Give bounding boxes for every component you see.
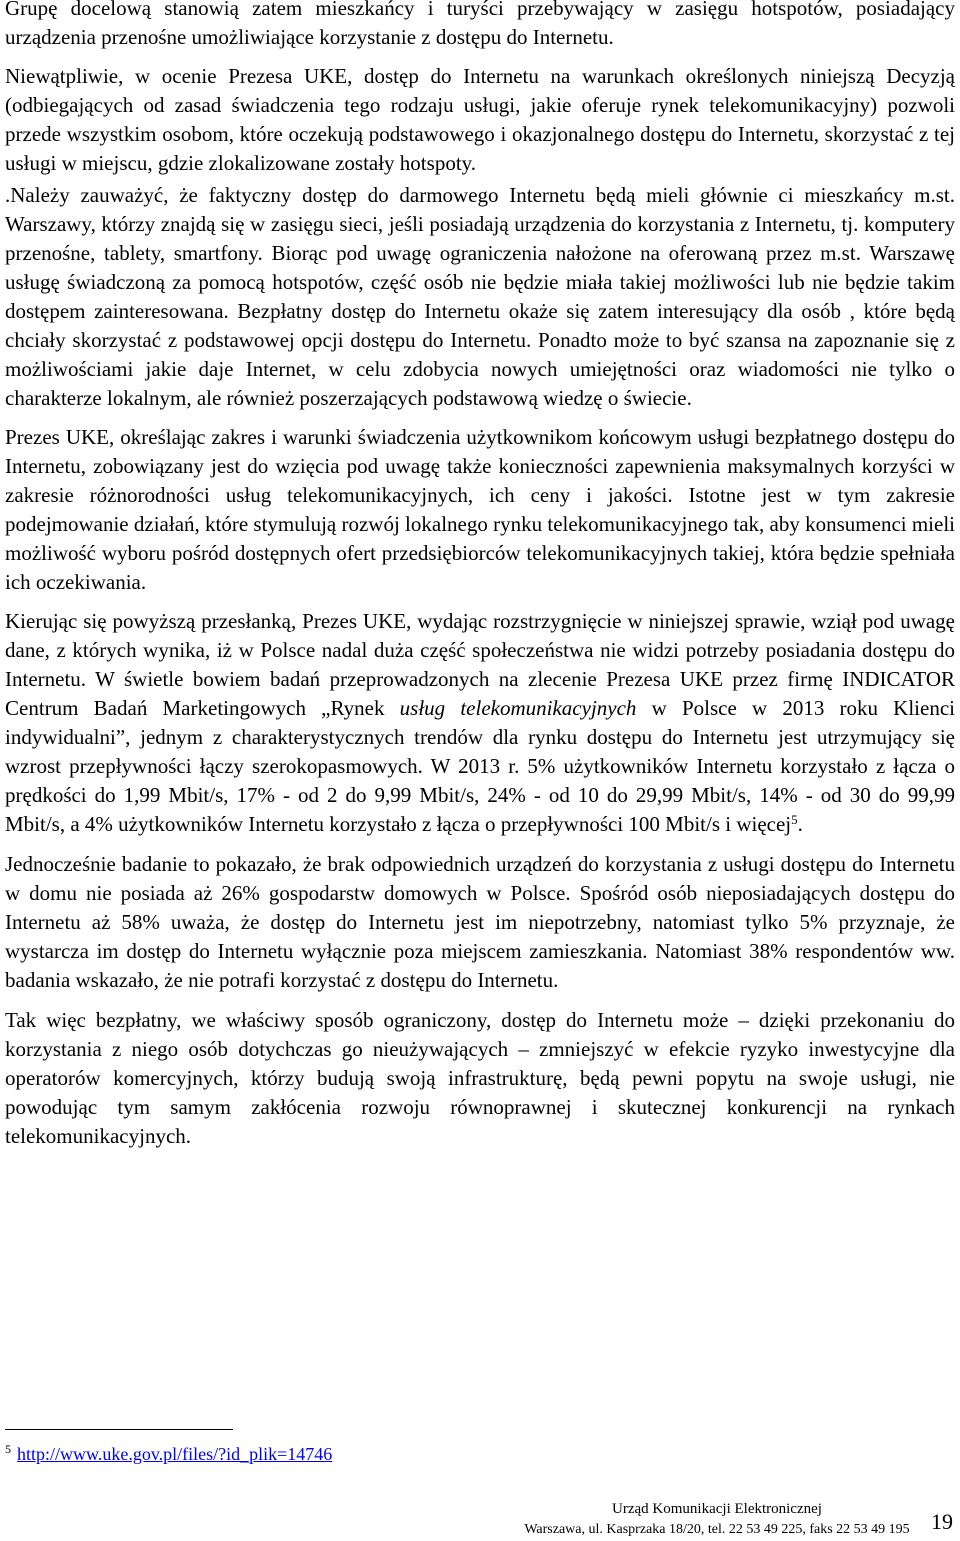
footnote-reference[interactable]: 5 [791,812,798,827]
paragraph-uke-assessment: Niewątpliwie, w ocenie Prezesa UKE, dostęp do Internetu na warunkach określonych niniejszą Decyzją (odbiegających od zasad świadczenia tego rodzaju usługi, jakie oferuje rynek telekomunikacyjny) pozwoli przede wszystkim osobom, które oczekują podstawowego i okazjonalnego dostępu do Internetu, skorzystać z tej usługi w miejscu, gdzie zlokalizowane zostały hotspoty. [5,64,955,175]
footnote-link[interactable]: http://www.uke.gov.pl/files/?id_plik=14746 [17,1444,333,1464]
paragraph-market-research-text-2: w Polsce w 2013 roku Klienci indywidualni”, jednym z charakterystycznych trendów dla rynku dostępu do Internetu jest utrzymujący się wzrost przepływności łączy szerokopasmowych. W 2013 r. 5% użytkowników Internetu korzystało z łącza o prędkości do 1,99 Mbit/s, 17% - od 2 do 9,99 Mbit/s, 24% - od 10 do 29,99 Mbit/s, 14% - od 30 do 99,99 Mbit/s, a 4% użytkowników Internetu korzystało z łącza o przepływności 100 Mbit/s i więcej [5,696,955,836]
paragraph-market-research-end: . [797,812,803,836]
paragraph-market-research [5,607,955,839]
paragraph-market-research-italic: usług telekomunikacyjnych [399,696,637,720]
footer-address: Warszawa, ul. Kasprzaka 18/20, tel. 22 53 49 225, faks 22 53 49 195 [524,1522,910,1537]
document-body [5,0,955,1151]
paragraph-free-internet-access: .Należy zauważyć, że faktyczny dostęp do darmowego Internetu będą mieli głównie ci mieszkańcy m.st. Warszawy, którzy znajdą się w zasięgu sieci, jeśli posiadają urządzenia do korzystania z Internetu, tj. komputery przenośne, tablety, smartfony. Biorąc pod uwagę ograniczenia nałożone na oferowaną przez m.st. Warszawę usługę świadczoną za pomocą hotspotów, część osób nie będzie miała takiej możliwości lub nie będzie takim dostępem zainteresowana. Bezpłatny dostęp do Internetu okaże się zatem interesujący dla osób , które będą chciały skorzystać z podstawowej opcji dostępu do Internetu. Ponadto może to być szansa na zapoznanie się z możliwościami jakie daje Internet, w celu zdobycia nowych umiejętności oraz wiadomości nie tylko o charakterze lokalnym, ale również poszerzających podstawową wiedzę o świecie. [5,183,955,410]
paragraph-target-group: Grupę docelową stanowią zatem mieszkańcy i turyści przebywający w zasięgu hotspotów, posiadający urządzenia przenośne umożliwiające korzystanie z dostępu do Internetu. [5,0,955,49]
footnote-separator [5,1429,233,1430]
paragraph-market-research-text-1: Kierując się powyższą przesłanką, Prezes UKE, wydając rozstrzygnięcie w niniejszej sprawie, wziął pod uwagę dane, z których wynika, iż w Polsce nadal duża część społeczeństwa nie widzi potrzeby posiadania dostępu do Internetu. W świetle bowiem badań przeprowadzonych na zlecenie Prezesa UKE przez firmę INDICATOR Centrum Badań Marketingowych „Rynek [5,609,955,720]
page-number: 19 [931,1509,953,1534]
paragraph-survey-results: Jednocześnie badanie to pokazało, że brak odpowiednich urządzeń do korzystania z usługi dostępu do Internetu w domu nie posiada aż 26% gospodarstw domowych w Polsce. Spośród osób nieposiadających dostępu do Internetu aż 58% uważa, że dostęp do Internetu jest im niepotrzebny, natomiast tylko 5% przyznaje, że wystarcza im dostęp do Internetu wyłącznie poza miejscem zamieszkania. Natomiast 38% respondentów ww. badania wskazało, że nie potrafi korzystać z dostępu do Internetu. [5,852,955,992]
paragraph-conclusion: Tak więc bezpłatny, we właściwy sposób ograniczony, dostęp do Internetu może – dzięki przekonaniu do korzystania z niego osób dotychczas go nieużywających – zmniejszyć w efekcie ryzyko inwestycyjne dla operatorów komercyjnych, którzy budują swoją infrastrukturę, będą pewni popytu na swoje usługi, nie powodując tym samym zakłócenia rozwoju równoprawnej i skutecznej konkurencji na rynkach telekomunikacyjnych. [5,1008,955,1148]
paragraph-scope-and-conditions: Prezes UKE, określając zakres i warunki świadczenia użytkownikom końcowym usługi bezpłatnego dostępu do Internetu, zobowiązany jest do wzięcia pod uwagę także konieczności zapewnienia maksymalnych korzyści w zakresie różnorodności usług telekomunikacyjnych, ich ceny i jakości. Istotne jest w tym zakresie podejmowanie działań, które stymulują rozwój lokalnego rynku telekomunikacyjnego tak, aby konsumenci mieli możliwość wyboru pośród dostępnych ofert przedsiębiorców telekomunikacyjnych takiej, która będzie spełniała ich oczekiwania. [5,425,956,594]
footnote-number: 5 [5,1442,11,1456]
footnote [5,1438,332,1465]
footer-organization: Urząd Komunikacji Elektronicznej [612,1501,822,1517]
